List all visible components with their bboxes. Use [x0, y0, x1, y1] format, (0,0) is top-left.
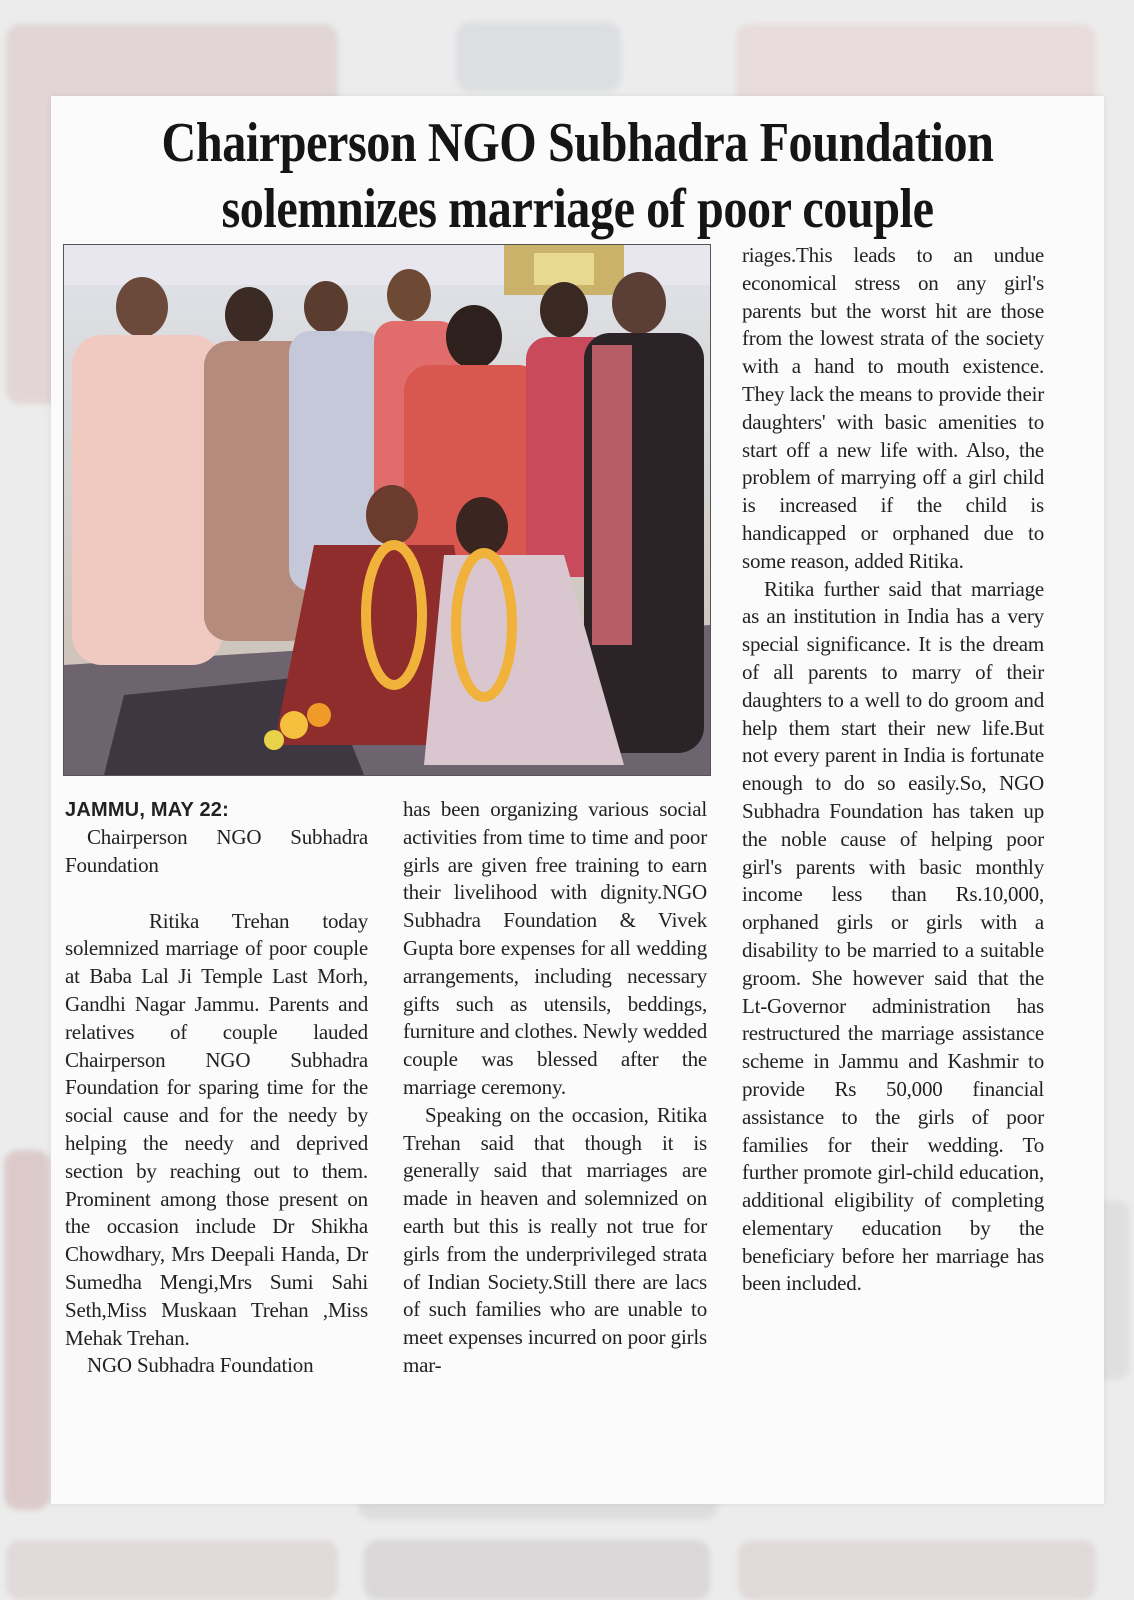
paragraph: NGO Subhadra Foundation: [87, 1353, 314, 1378]
newspaper-clipping: [51, 96, 1104, 1504]
article-column-3: [742, 242, 1044, 1298]
background-tile: [456, 22, 621, 92]
background-tile: [6, 1540, 338, 1600]
headline-line-2: solemnizes marriage of poor couple: [221, 178, 934, 240]
background-tile: [738, 1540, 1096, 1600]
paragraph: riages.This leads to an undue economical stress on any girl's parents but the worst hit are those from the lowest strata of the society with a hand to mouth existence. They lack the means to provide their daughters' with basic amenities to start off a new life with. Also, the problem of marrying off a girl child is increased if the child is handicapped or orphaned due to some reason, added Ritika.: [742, 243, 1044, 573]
paragraph: Ritika Trehan today solemnized marriage of poor couple at Baba Lal Ji Temple Last Morh, Gandhi Nagar Jammu. Parents and relatives of couple lauded Chairperson NGO Subhadra Foundation for sparing time for the social cause and for the needy by helping the needy and deprived section by reaching out to them. Prominent among those present on the occasion include Dr Shikha Chowdhary, Mrs Deepali Handa, Dr Sumedha Mengi,Mrs Sumi Sahi Seth,Miss Muskaan Trehan ,Miss Mehak Trehan.: [65, 908, 368, 1350]
wedding-photo-illustration: [64, 245, 710, 775]
paragraph: Ritika further said that marriage as an institution in India has a very special significance. It is the dream of all parents to marry of their daughters to a well to do groom and help them start their new life.But not every parent in India is fortunate enough to do so easily.So, NGO Subhadra Foundation has taken up the noble cause of helping poor girl's parents with basic monthly income less than Rs.10,000, orphaned girls or girls with a disability to be married to a suitable groom. She however said that the Lt-Governor administration has restructured the marriage assistance scheme in Jammu and Kashmir to provide Rs 50,000 financial assistance to the girls of poor families for their wedding. To further promote girl-child education, additional eligibility of completing elementary education by the beneficiary before her marriage has been included.: [742, 576, 1044, 1296]
headline-line-1: Chairperson NGO Subhadra Foundation: [161, 112, 994, 174]
wedding-photo: [63, 244, 711, 776]
paragraph: Chairperson NGO Subhadra Foundation: [65, 825, 368, 877]
dateline: JAMMU, MAY 22:: [65, 799, 229, 821]
article-column-2: [403, 796, 707, 1380]
paragraph: has been organizing various social activities from time to time and poor girls are given free training to earn their livelihood with dignity.NGO Subhadra Foundation & Vivek Gupta bore expenses for all wedding arrangements, including necessary gifts such as utensils, beddings, furniture and clothes. Newly wedded couple was blessed after the marriage ceremony.: [403, 797, 707, 1099]
background-tile: [364, 1540, 710, 1600]
headline: [125, 110, 1031, 242]
background-tile: [4, 1150, 50, 1510]
paragraph: Speaking on the occasion, Ritika Trehan said that though it is generally said that marriages are made in heaven and solemnized on earth but this is really not true for girls from the underprivileged strata of Indian Society.Still there are lacs of such families who are unable to meet expenses incurred on poor girls mar-: [403, 1102, 707, 1377]
article-column-1: [65, 796, 368, 1380]
